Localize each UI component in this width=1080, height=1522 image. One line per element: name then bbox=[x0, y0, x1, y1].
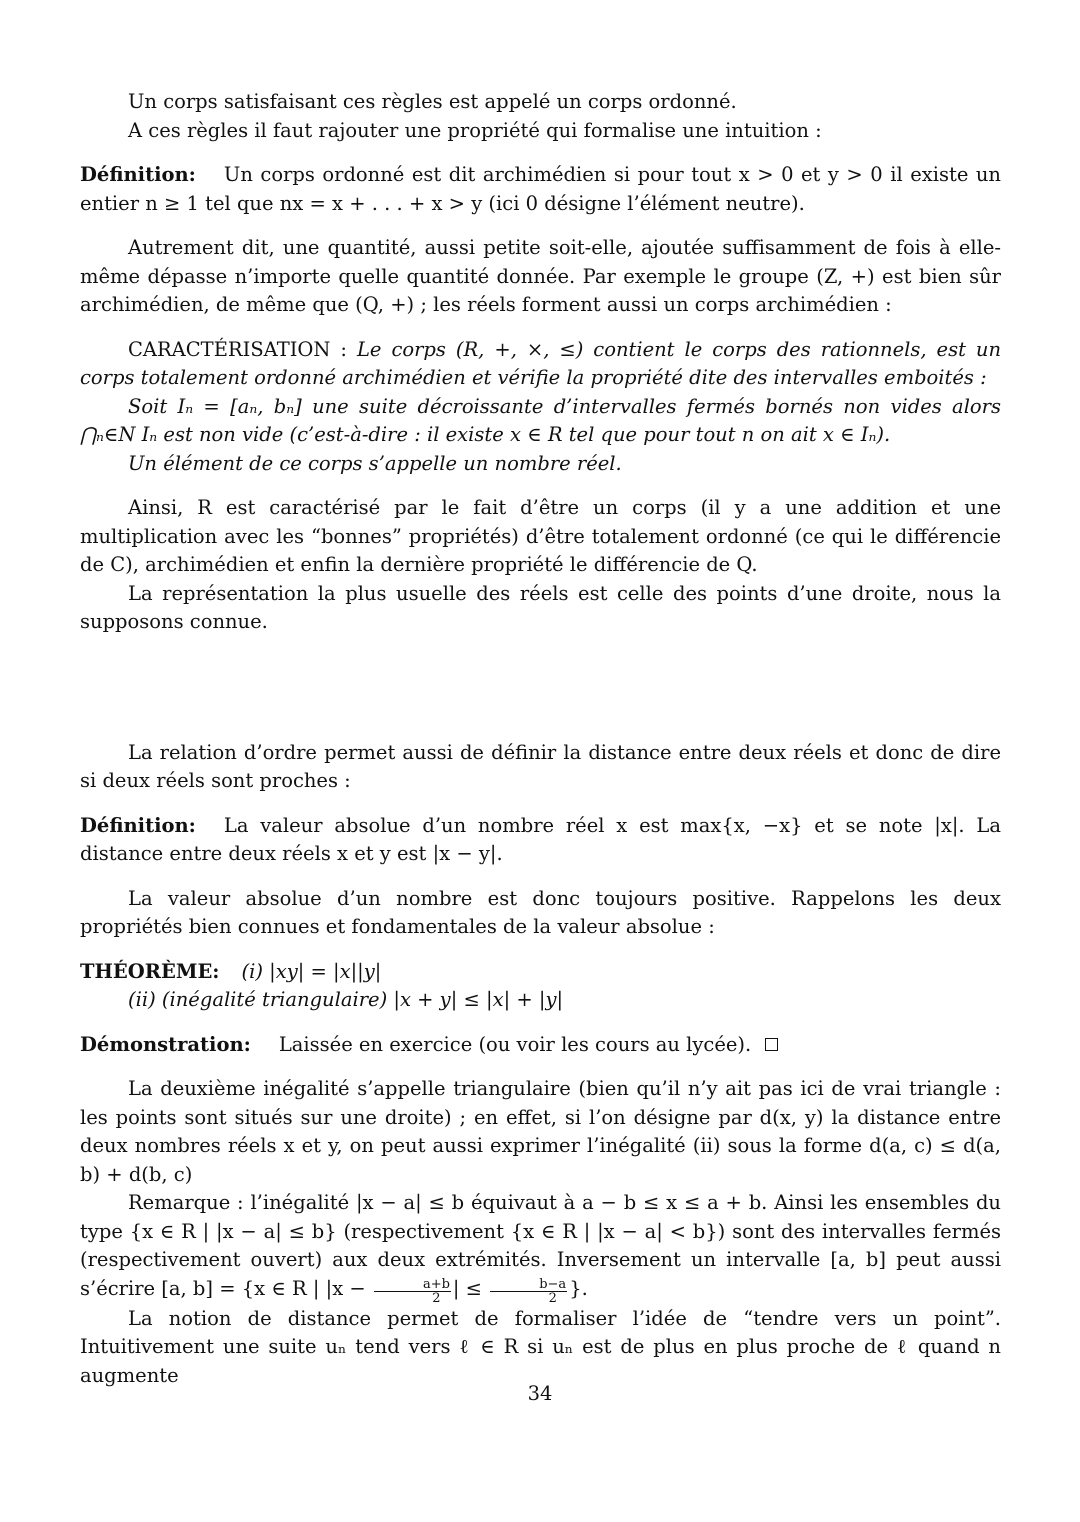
caracterisation-line: Un élément de ce corps s’appelle un nombre réel. bbox=[128, 451, 622, 475]
paragraph: La valeur absolue d’un nombre est donc toujours positive. Rappelons les deux propriétés bien connues et fondamentales de la valeur absolue : bbox=[80, 886, 1001, 938]
page-number: 34 bbox=[527, 1382, 553, 1405]
fraction bbox=[374, 1278, 451, 1305]
paragraph: La relation d’ordre permet aussi de définir la distance entre deux réels et donc de dire si deux réels sont proches : bbox=[80, 740, 1001, 792]
theorem-item: (i) |xy| = |x||y| bbox=[241, 959, 382, 983]
definition-label: Définition: bbox=[80, 163, 196, 186]
paragraph: Ainsi, R est caractérisé par le fait d’être un corps (il y a une addition et une multiplication avec les “bonnes” propriétés) d’être totalement ordonné (ce qui le différencie de C), archimédien et enfin la dernière propriété le différencie de Q. bbox=[80, 496, 1001, 576]
remarque-text: }. bbox=[569, 1276, 588, 1300]
remarque-text: Remarque : l’inégalité |x − a| ≤ b équivaut à a − b ≤ x ≤ a + b. Ainsi les ensembles du type {x ∈ R | |x − a| ≤ b} (respectivement {x ∈ R | |x − a| < b}) sont des intervalles fermés (respectivement ouvert) aux deux extrémités. Inversement un intervalle [a, b] peut aussi s’écrire [a, b] = {x ∈ R | |x − bbox=[80, 1191, 1001, 1300]
fraction-numerator: a+b bbox=[374, 1278, 451, 1292]
paragraph: Un corps satisfaisant ces règles est appelé un corps ordonné. bbox=[128, 90, 737, 113]
demonstration-label: Démonstration: bbox=[80, 1032, 251, 1056]
paragraph: La notion de distance permet de formaliser l’idée de “tendre vers un point”. Intuitivement une suite uₙ tend vers ℓ ∈ R si uₙ est de plus en plus proche de ℓ quand n augmente bbox=[80, 1306, 1001, 1387]
vertical-spacer bbox=[80, 637, 1001, 739]
definition-archimedien bbox=[80, 161, 1001, 218]
fraction-numerator: b−a bbox=[490, 1278, 567, 1292]
paragraph: Autrement dit, une quantité, aussi petite soit-elle, ajoutée suffisamment de fois à elle-même dépasse n’importe quelle quantité donnée. Par exemple le groupe (Z, +) est bien sûr archimédien, de même que (Q, +) ; les réels forment aussi un corps archimédien : bbox=[80, 236, 1001, 316]
qed-square-icon bbox=[765, 1038, 778, 1051]
caracterisation-line: Soit Iₙ = [aₙ, bₙ] une suite décroissante d’intervalles fermés bornés non vides alors ⋂ₙ∈N Iₙ est non vide (c’est-à-dire : il existe x ∈ R tel que pour tout n on ait x ∈ Iₙ). bbox=[80, 394, 1001, 446]
fraction bbox=[490, 1278, 567, 1305]
definition-text: La valeur absolue d’un nombre réel x est max{x, −x} et se note |x|. La distance entre deux réels x et y est |x − y|. bbox=[80, 813, 1001, 865]
demonstration bbox=[80, 1031, 1001, 1060]
definition-label: Définition: bbox=[80, 813, 196, 837]
theorem-label: THÉORÈME: bbox=[80, 959, 220, 983]
theorem-item: (ii) (inégalité triangulaire) |x + y| ≤ |x| + |y| bbox=[128, 988, 564, 1011]
demonstration-text: Laissée en exercice (ou voir les cours au lycée). bbox=[278, 1032, 752, 1056]
fraction-denominator: 2 bbox=[548, 1290, 557, 1306]
paragraph-remarque bbox=[80, 1189, 1001, 1305]
paragraph: La représentation la plus usuelle des réels est celle des points d’une droite, nous la supposons connue. bbox=[80, 581, 1001, 633]
definition-valeur-absolue bbox=[80, 812, 1001, 869]
caracterisation bbox=[80, 336, 1001, 393]
page-body bbox=[80, 88, 1001, 1390]
theorem bbox=[80, 958, 1001, 987]
definition-text: Un corps ordonné est dit archimédien si pour tout x > 0 et y > 0 il existe un entier n ≥ 1 tel que nx = x + . . . + x > y (ici 0 désigne l’élément neutre). bbox=[80, 163, 1001, 215]
paragraph: A ces règles il faut rajouter une propriété qui formalise une intuition : bbox=[128, 118, 822, 142]
paragraph: La deuxième inégalité s’appelle triangulaire (bien qu’il n’y ait pas ici de vrai triangle : les points sont situés sur une droite) ; en effet, si l’on désigne par d(x, y) la distance entre deux nombres réels x et y, on peut aussi exprimer l’inégalité (ii) sous la forme d(a, c) ≤ d(a, b) + d(b, c) bbox=[80, 1077, 1001, 1186]
caracterisation-text: Le corps (R, +, ×, ≤) contient le corps des rationnels, est un corps totalement ordonné archimédien et vérifie la propriété dite des intervalles emboités : bbox=[80, 337, 1001, 389]
remarque-text: | ≤ bbox=[452, 1276, 483, 1300]
fraction-denominator: 2 bbox=[432, 1290, 441, 1306]
caracterisation-label: CARACTÉRISATION : bbox=[128, 337, 347, 361]
